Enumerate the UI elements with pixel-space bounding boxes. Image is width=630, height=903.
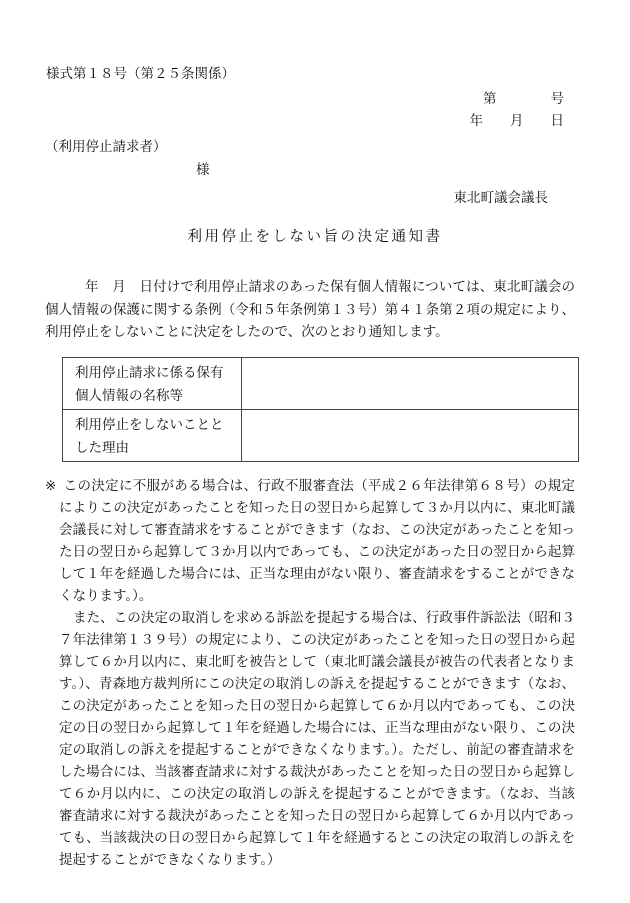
row-value: [242, 410, 579, 462]
document-number-line: 第 号: [483, 91, 564, 106]
table-row: [63, 410, 579, 462]
row-value: [242, 358, 579, 410]
row-label: 利用停止をしないこととした理由: [63, 410, 242, 462]
note-paragraph-2: また、この決定の取消しを求める訴訟を提起する場合は、行政事件訴訟法（昭和３７年法律第１３９号）の規定により、この決定があったことを知った日の翌日から起算して６か月以内に、東北町を被告として（東北町議会議長が被告の代表者となります。）、青森地方裁判所にこの決定の取消しの訴えを提起することができます（なお、この決定があったことを知った日の翌日から起算して６か月以内であっても、この決定の日の翌日から起算して１年を経過した場合には、正当な理由がない限り、この決定の取消しの訴えを提起することができなくなります。）。ただし、前記の審査請求をした場合には、当該審査請求に対する裁決があったことを知った日の翌日から起算して６か月以内に、この決定の取消しの訴えを提起することができます。（なお、当該審査請求に対する裁決があったことを知った日の翌日から起算して６か月以内であっても、当該裁決の日の翌日から起算して１年を経過するとこの決定の取消しの訴えを提起することができなくなります。）: [59, 610, 575, 867]
note-marker: ※: [45, 478, 57, 493]
note-paragraph-1: [45, 475, 575, 607]
requester-label: （利用停止請求者）: [45, 139, 167, 154]
row-label: 利用停止請求に係る保有個人情報の名称等: [63, 358, 242, 410]
sender-title: 東北町議会議長: [453, 190, 548, 205]
info-table: [62, 357, 579, 462]
table-row: [63, 358, 579, 410]
note-section: [45, 475, 575, 871]
body-paragraph: 年 月 日付けで利用停止請求のあった保有個人情報については、東北町議会の個人情報の保護に関する条例（令和５年条例第１３号）第４１条第２項の規定により、利用停止をしないことに決定をしたので、次のとおり通知します。: [45, 279, 575, 339]
form-number: 様式第１８号（第２５条関係）: [46, 66, 235, 81]
addressee-honorific: 様: [196, 162, 210, 177]
date-line: 年 月 日: [469, 113, 564, 128]
note-paragraph-1-text: この決定に不服がある場合は、行政不服審査法（平成２６年法律第６８号）の規定によりこの決定があったことを知った日の翌日から起算して３か月以内に、東北町議会議長に対して審査請求をすることができます（なお、この決定があったことを知った日の翌日から起算して３か月以内であっても、この決定があった日の翌日から起算して１年を経過した場合には、正当な理由がない限り、審査請求をすることができなくなります。）。: [59, 478, 576, 603]
document-title: 利用停止をしない旨の決定通知書: [187, 229, 443, 245]
